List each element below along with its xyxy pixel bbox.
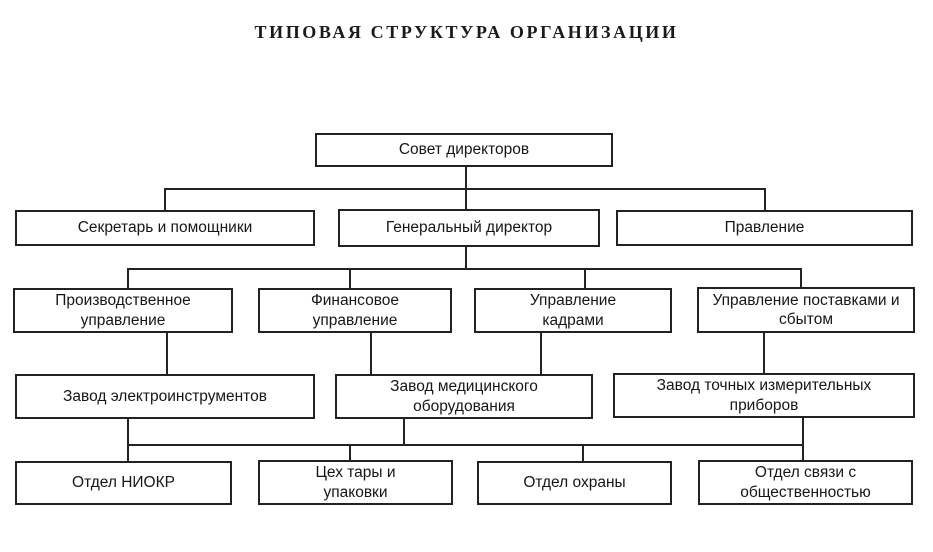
node-management-board: [616, 210, 913, 246]
node-label: Завод электроинструментов: [63, 387, 267, 405]
node-label: Отдел связи с общественностью: [740, 464, 871, 501]
connector-drop-board: [764, 188, 766, 210]
connector-drop-hr: [584, 268, 586, 288]
node-label: Завод точных измерительных приборов: [656, 377, 872, 414]
node-label: Управление кадрами: [529, 292, 617, 329]
connector-drop-finance: [349, 268, 351, 288]
connector-level5-bus: [127, 444, 804, 446]
node-medical-equipment-plant: [335, 374, 593, 419]
node-label: Отдел охраны: [523, 474, 626, 492]
connector-hr-to-plant: [540, 333, 542, 374]
node-label: Завод медицинского оборудования: [390, 378, 538, 415]
connector-drop-production: [127, 268, 129, 288]
node-label: Секретарь и помощники: [77, 219, 253, 237]
node-label: Финансовое управление: [310, 292, 400, 329]
node-packaging-shop: [258, 460, 453, 505]
node-production-department: [13, 288, 233, 333]
node-label: Производственное управление: [55, 292, 191, 329]
connector-plant2-down: [403, 419, 405, 446]
node-supply-sales-department: [697, 287, 915, 333]
page-title: ТИПОВАЯ СТРУКТУРА ОРГАНИЗАЦИИ: [254, 22, 679, 42]
node-label: Цех тары и упаковки: [315, 464, 396, 501]
connector-director-down: [465, 247, 467, 268]
node-label: Управление поставками и сбытом: [712, 291, 900, 328]
node-secretary-and-assistants: [15, 210, 315, 246]
node-hr-department: [474, 288, 672, 333]
node-finance-department: [258, 288, 452, 333]
connector-drop-packaging: [349, 444, 351, 460]
connector-supply-to-plant: [763, 333, 765, 373]
node-security-department: [477, 461, 672, 505]
node-general-director: [338, 209, 600, 247]
connector-production-to-plant: [166, 333, 168, 374]
node-label: Совет директоров: [398, 141, 530, 159]
node-label: Генеральный директор: [385, 219, 553, 237]
connector-level2-bus: [164, 188, 766, 190]
node-public-relations-department: [698, 460, 913, 505]
node-power-tools-plant: [15, 374, 315, 419]
connector-finance-to-plant: [370, 333, 372, 374]
connector-plant1-to-niokr: [127, 419, 129, 461]
node-rnd-department: [15, 461, 232, 505]
node-precision-instruments-plant: [613, 373, 915, 418]
connector-drop-security: [582, 444, 584, 461]
node-label: Правление: [724, 219, 805, 237]
node-board-of-directors: [315, 133, 613, 167]
connector-plant3-to-pr: [802, 418, 804, 460]
connector-level3-bus: [127, 268, 802, 270]
connector-drop-secretary: [164, 188, 166, 210]
connector-drop-supply: [800, 268, 802, 287]
node-label: Отдел НИОКР: [72, 474, 175, 492]
